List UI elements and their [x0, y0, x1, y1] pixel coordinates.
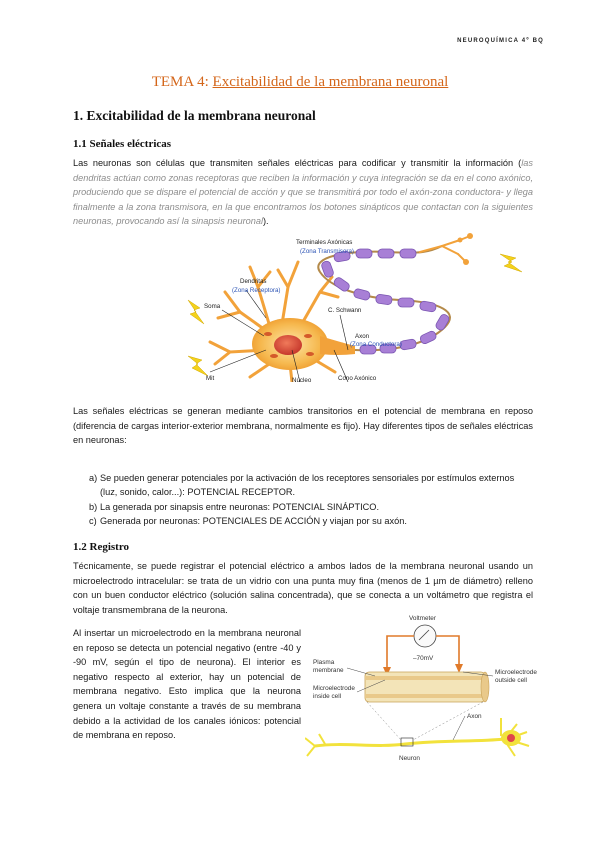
- label-mit: Mit: [206, 375, 215, 382]
- label-axon: Axon: [467, 713, 482, 720]
- paren-close: ).: [263, 216, 269, 227]
- list-marker: c): [89, 516, 97, 527]
- voltmeter-diagram: [305, 614, 545, 766]
- page-title: [0, 74, 600, 91]
- label-me-inside-1: Microelectrode: [313, 685, 355, 692]
- label-terminales-zone: (Zona Transmisora): [300, 248, 354, 255]
- neuron-diagram: [170, 232, 550, 382]
- subsection-heading-1-1: 1.1 Señales eléctricas: [73, 138, 172, 150]
- label-me-outside-1: Microelectrode: [495, 669, 537, 676]
- title-topic: Excitabilidad de la membrana neuronal: [212, 74, 449, 90]
- paragraph-signals-main: Las neuronas son células que transmiten señales eléctricas para codificar y transmitir la información: [73, 158, 514, 168]
- list-item-text: Generada por neuronas: POTENCIALES DE ACCIÓN y viajan por su axón.: [100, 516, 407, 527]
- list-item-text: Se pueden generar potenciales por la activación de los receptores sensoriales por estímulos externos (luz, sonido, calor...): POTENCIAL RECEPTOR.: [100, 473, 515, 497]
- label-soma: Soma: [204, 303, 221, 310]
- paragraph-resting-potential: Al insertar un microelectrodo en la membrana neuronal en reposo se detecta un potencial negativo (entre -40 y -90 mV, según el tipo de neurona). El interior es negativo respecto al exterior, hay un potencial de membrana negativo. Esto implica que la neurona genera un voltaje constante a través de su membrana debido a la actividad de los canales iónicos: potencial de membrana en reposo.: [73, 628, 301, 741]
- voltmeter-dial: [414, 625, 436, 647]
- list-item: [73, 515, 533, 529]
- label-axon: Axon: [355, 333, 370, 340]
- label-dendritas-zone: (Zona Receptora): [232, 287, 281, 294]
- label-membrane: membrane: [313, 667, 344, 674]
- title-tema: TEMA 4:: [151, 74, 209, 90]
- paren-open: (: [513, 158, 522, 168]
- list-item: [73, 501, 533, 515]
- label-schwann: C. Schwann: [328, 307, 362, 314]
- course-tag: NEUROQUÍMICA 4º BQ: [457, 38, 544, 44]
- list-item: [73, 472, 533, 500]
- neuron-shape: [305, 718, 529, 756]
- section-heading-1: 1. Excitabilidad de la membrana neuronal: [73, 108, 316, 123]
- label-axon-zone: (Zona Conductora): [350, 341, 402, 348]
- label-plasma: Plasma: [313, 659, 335, 666]
- paragraph-signals-muted: las dendritas actúan como zonas receptoras que reciben la información y cuya integración se da en el cono axónico, produciendo que se dispare el potencial de acción y que se transmitirá por todo el axón-zona conductora- y llega finalmente a la zona transmisora, en la que encontramos los botones sinápticos que contactan con la siguientes neuronas, provocando así la sinapsis neuronal: [73, 158, 533, 227]
- list-marker: b): [89, 501, 98, 512]
- label-voltmeter: Voltmeter: [409, 615, 436, 622]
- list-item-text: La generada por sinapsis entre neuronas: POTENCIAL SINÁPTICO.: [100, 501, 379, 512]
- label-me-outside-2: outside cell: [495, 677, 527, 684]
- label-me-inside-2: inside cell: [313, 693, 342, 700]
- paragraph-signals: [73, 156, 533, 229]
- label-neuron: Neuron: [399, 755, 420, 762]
- label-dendritas: Dendritas: [240, 278, 267, 285]
- paragraph-signal-types: Las señales eléctricas se generan mediante cambios transitorios en el potencial de membrana en reposo (diferencia de cargas interior-exterior membrana, normalmente es fijo). Hay diferentes tipos de señales eléctricas en neuronas:: [73, 406, 533, 446]
- label-cono: Cono Axónico: [338, 375, 377, 382]
- paragraph-recording: Técnicamente, se puede registrar el potencial eléctrico a ambos lados de la membrana neuronal usando un microelectrodo intracelular: se trata de un vidrio con una punta muy fina (menos de 1 µm de diámetro) relleno con un buen conductor eléctrico (solución salina concentrada), que se conecta a un voltámetro que registra el voltaje transmembrana de la neurona.: [73, 561, 533, 615]
- nucleus-shape: [274, 335, 302, 355]
- label-terminales: Terminales Axónicas: [296, 239, 353, 246]
- stimulus-bolts: [188, 254, 522, 376]
- label-reading: –70mV: [413, 655, 434, 662]
- subsection-heading-1-2: 1.2 Registro: [73, 541, 130, 553]
- label-nucleo: Núcleo: [292, 377, 312, 382]
- signal-types-list: [73, 472, 533, 530]
- list-marker: a): [89, 473, 98, 483]
